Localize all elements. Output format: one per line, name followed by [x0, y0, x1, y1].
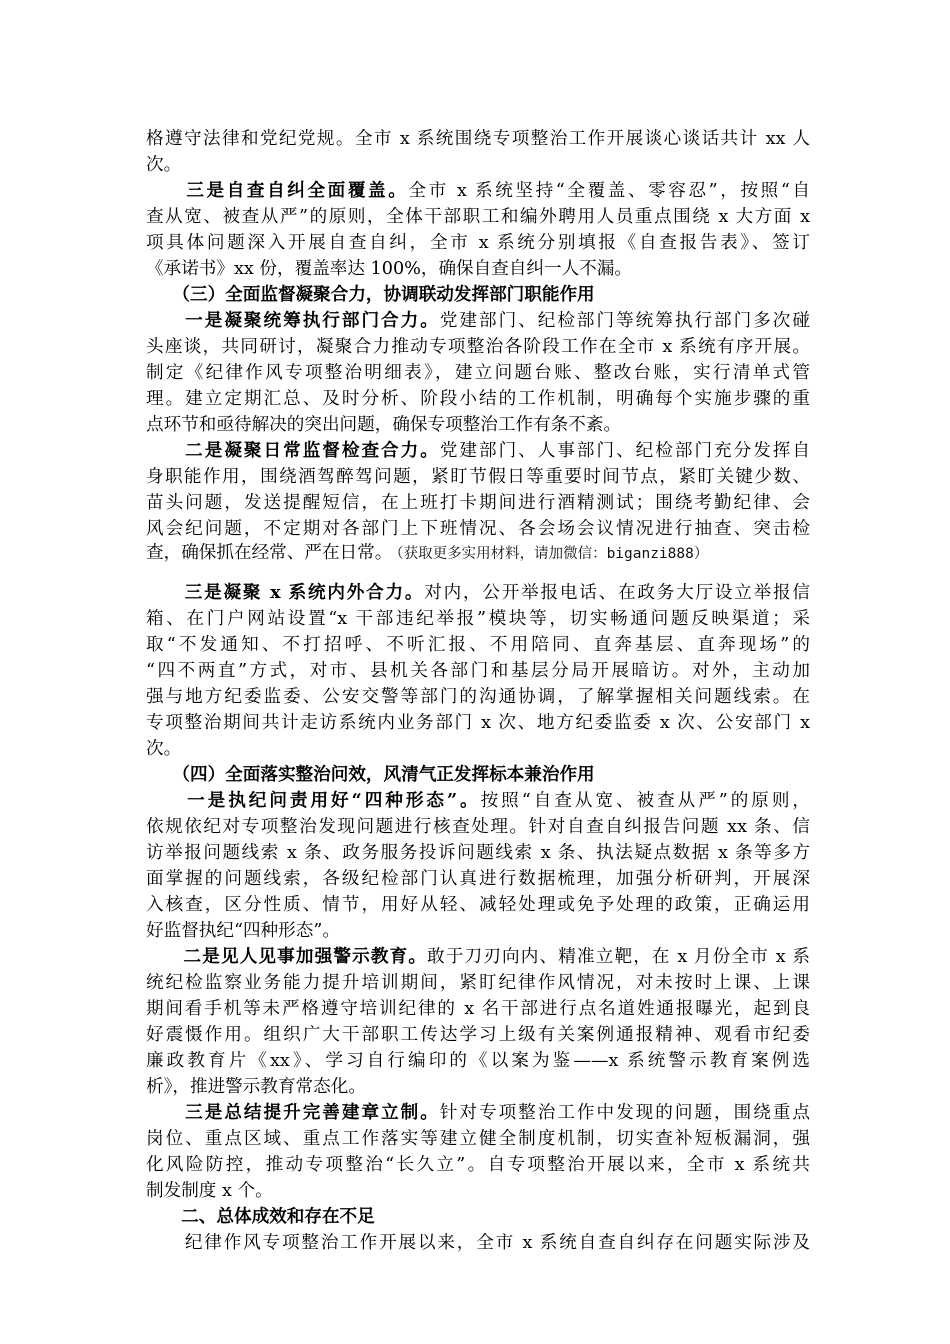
paragraph-start: 三是自查自纠全面覆盖。全市 x 系统坚持“全覆盖、零容忍”，按照“自 [146, 180, 810, 201]
text-line: 访举报问题线索 x 条、政务服务投诉问题线索 x 条、执法疑点数据 x 条等多方 [146, 843, 810, 863]
text-line: 苗头问题，发送提醒短信，在上班打卡期间进行酒精测试；围绕考勤纪律、会 [146, 493, 810, 513]
section-heading: （三）全面监督凝聚合力，协调联动发挥部门职能作用 [146, 284, 595, 305]
text-line: 身职能作用，围绕酒驾醉驾问题，紧盯节假日等重要时间节点，紧盯关键少数、 [146, 467, 810, 487]
text-line: 头座谈，共同研讨，凝聚合力推动专项整治各阶段工作在全市 x 系统有序开展。 [146, 337, 810, 357]
paragraph-start: 纪律作风专项整治工作开展以来，全市 x 系统自查自纠存在问题实际涉及 [146, 1233, 810, 1253]
text-line: 箱、在门户网站设置“x 干部违纪举报”模块等，切实畅通问题反映渠道；采 [146, 609, 810, 629]
text-line: 好震慑作用。组织广大干部职工传达学习上级有关案例通报精神、观看市纪委 [146, 1025, 810, 1045]
text-line: 化风险防控，推动专项整治“长久立”。自专项整治开展以来，全市 x 系统共 [146, 1155, 810, 1175]
paragraph-start: 二是凝聚日常监督检查合力。党建部门、人事部门、纪检部门充分发挥自 [146, 440, 810, 461]
text-line: “四不两直”方式，对市、县机关各部门和基层分局开展暗访。对外，主动加 [146, 661, 810, 681]
text-line: 查从宽、被查从严”的原则，全体干部职工和编外聘用人员重点围绕 x 大方面 x [146, 207, 810, 227]
paragraph-start: 一是凝聚统筹执行部门合力。党建部门、纪检部门等统筹执行部门多次碰 [146, 310, 810, 331]
text-line: 期间看手机等未严格遵守培训纪律的 x 名干部进行点名道姓通报曝光，起到良 [146, 999, 810, 1019]
section-heading: （四）全面落实整治问效，风清气正发挥标本兼治作用 [146, 764, 595, 785]
text-line: 强与地方纪委监委、公安交警等部门的沟通协调，了解掌握相关问题线索。在 [146, 687, 810, 707]
watermark-text: （获取更多实用材料，请加微信：biganzi888） [396, 546, 709, 562]
text-line: 查，确保抓在经常、严在日常。 （获取更多实用材料，请加微信：biganzi888） [146, 543, 709, 563]
text-line: 格遵守法律和党纪党规。全市 x 系统围绕专项整治工作开展谈心谈话共计 xx 人 [146, 129, 810, 149]
section-heading: 二、总体成效和存在不足 [146, 1206, 375, 1227]
paragraph-start: 三是总结提升完善建章立制。针对专项整治工作中发现的问题，围绕重点 [146, 1102, 810, 1123]
text-line: 入核查，区分性质、情节，用好从轻、减轻处理或免予处理的政策，正确运用 [146, 895, 810, 915]
text-line: 岗位、重点区域、重点工作落实等建立健全制度机制，切实查补短板漏洞，强 [146, 1129, 810, 1149]
text-line: 廉政教育片《xx》、学习自行编印的《以案为鉴——x 系统警示教育案例选 [146, 1051, 810, 1071]
text-line: 依规依纪对专项整治发现问题进行核查处理。针对自查自纠报告问题 xx 条、信 [146, 817, 810, 837]
paragraph-start: 二是见人见事加强警示教育。敢于刀刃向内、精准立靶，在 x 月份全市 x 系 [146, 946, 810, 967]
text-line: 取“不发通知、不打招呼、不听汇报、不用陪同、直奔基层、直奔现场”的 [146, 635, 810, 655]
text-line: 项具体问题深入开展自查自纠，全市 x 系统分别填报《自查报告表》、签订 [146, 233, 810, 253]
text-line: 面掌握的问题线索，各级纪检部门认真进行数据梳理，加强分析研判，开展深 [146, 869, 810, 889]
text-line: 理。建立定期汇总、及时分析、阶段小结的工作机制，明确每个实施步骤的重 [146, 389, 810, 409]
text-line: 风会纪问题，不定期对各部门上下班情况、各会场会议情况进行抽查、突击检 [146, 519, 810, 539]
text-line: 专项整治期间共计走访系统内业务部门 x 次、地方纪委监委 x 次、公安部门 x [146, 713, 810, 733]
paragraph-start: 三是凝聚 x 系统内外合力。对内，公开举报电话、在政务大厅设立举报信 [146, 582, 810, 603]
text-line: 统纪检监察业务能力提升培训期间，紧盯纪律作风情况，对未按时上课、上课 [146, 973, 810, 993]
text-line: 析》，推进警示教育常态化。 [146, 1077, 366, 1097]
text-line: 点环节和亟待解决的突出问题，确保专项整治工作有条不紊。 [146, 415, 622, 435]
text-line: 制定《纪律作风专项整治明细表》，建立问题台账、整改台账，实行清单式管 [146, 363, 810, 383]
text-line: 《承诺书》xx 份，覆盖率达 100%，确保自查自纠一人不漏。 [146, 259, 632, 279]
text-line: 制发制度 x 个。 [146, 1181, 273, 1201]
text-line: 次。 [146, 155, 182, 175]
text-line: 好监督执纪“四种形态”。 [146, 921, 340, 941]
paragraph-start: 一是执纪问责用好“四种形态”。按照“自查从宽、被查从严”的原则， [146, 790, 810, 811]
text-line: 次。 [146, 739, 182, 759]
